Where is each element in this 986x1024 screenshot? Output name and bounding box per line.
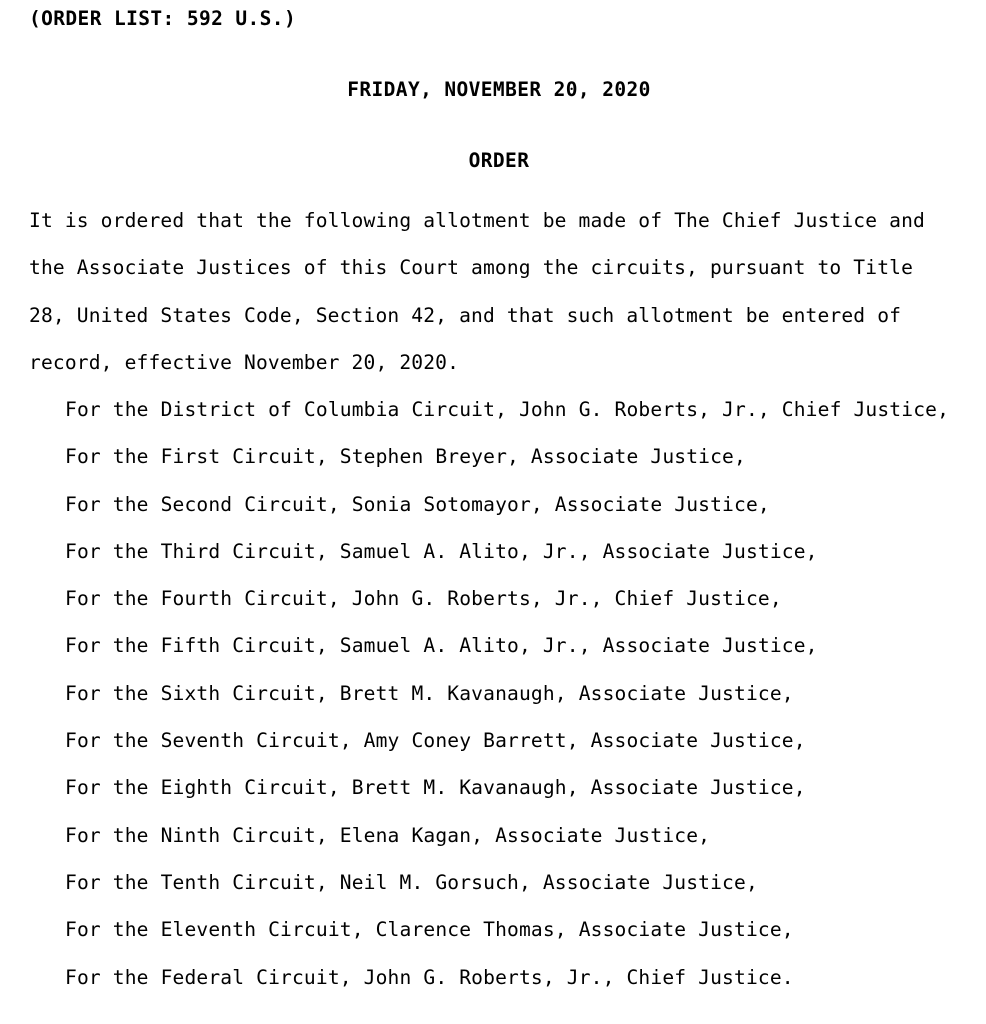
allotment-ninth-circuit: For the Ninth Circuit, Elena Kagan, Associate Justice,	[65, 823, 711, 847]
intro-line: record, effective November 20, 2020.	[29, 350, 460, 374]
allotment-sixth-circuit: For the Sixth Circuit, Brett M. Kavanaugh, Associate Justice,	[65, 681, 794, 705]
intro-line: the Associate Justices of this Court among the circuits, pursuant to Title	[29, 256, 914, 280]
allotment-fourth-circuit: For the Fourth Circuit, John G. Roberts, Jr., Chief Justice,	[65, 587, 782, 611]
allotment-federal-circuit: For the Federal Circuit, John G. Roberts, Jr., Chief Justice.	[65, 965, 794, 989]
intro-line: 28, United States Code, Section 42, and that such allotment be entered of	[29, 303, 902, 327]
allotment-tenth-circuit: For the Tenth Circuit, Neil M. Gorsuch, Associate Justice,	[65, 870, 758, 894]
allotment-second-circuit: For the Second Circuit, Sonia Sotomayor, Associate Justice,	[65, 492, 770, 516]
order-heading: ORDER	[468, 149, 530, 172]
allotment-dc-circuit: For the District of Columbia Circuit, John G. Roberts, Jr., Chief Justice,	[65, 398, 950, 421]
allotment-first-circuit: For the First Circuit, Stephen Breyer, Associate Justice,	[65, 445, 746, 469]
allotment-eighth-circuit: For the Eighth Circuit, Brett M. Kavanaugh, Associate Justice,	[65, 776, 806, 800]
allotment-eleventh-circuit: For the Eleventh Circuit, Clarence Thomas, Associate Justice,	[65, 918, 794, 942]
intro-line: It is ordered that the following allotment be made of The Chief Justice and	[29, 209, 925, 232]
allotment-third-circuit: For the Third Circuit, Samuel A. Alito, Jr., Associate Justice,	[65, 539, 818, 563]
order-date: FRIDAY, NOVEMBER 20, 2020	[347, 78, 651, 101]
allotment-seventh-circuit: For the Seventh Circuit, Amy Coney Barrett, Associate Justice,	[65, 729, 806, 753]
circuit-allotment-list	[65, 386, 985, 1001]
intro-paragraph	[29, 197, 979, 386]
order-list-label: (ORDER LIST: 592 U.S.)	[29, 7, 297, 30]
allotment-fifth-circuit: For the Fifth Circuit, Samuel A. Alito, Jr., Associate Justice,	[65, 634, 818, 658]
